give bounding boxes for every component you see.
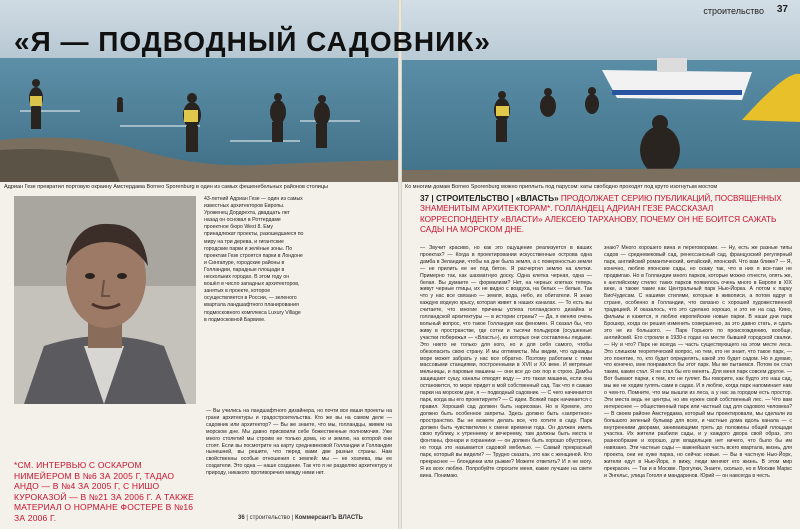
pullquote-footnote: *СМ. ИНТЕРВЬЮ С ОСКАРОМ НИМЕЙЕРОМ В №6 ЗА 2005 Г, ТАДАО АНДО — В №4 ЗА 2005 Г, С НИШО КУРОКАЗОЙ — В №21 ЗА 2006 Г. А ТАКЖЕ МАТЕРИАЛ О НОРМАНЕ ФОСТЕРЕ В №16 ЗА 2006 Г.	[14, 460, 195, 523]
author-bio: 43-летний Адриан Гезе — один из самых известных архитекторов Европы. Уроженец Дордрехта, двадцать лет назад он основал в Роттердаме проектное бюро West 8. Ему принадлежат проекты, разошедшиеся по миру на три дерева, и гигантские городские парки и зелёные зоны. По проектам Гезе строятся парки в Лондоне и Сингапуре, городские районы в Голландии, парадные площади в нескольких городах. В этом году он вошёл в число западных архитекторов, занятых в проекте, которое осуществляется в России, — зеленого квартала ландшафтного планирования подмосковного комплекса Luxury Village в подмосковной Барвихе.	[204, 196, 304, 323]
photo-caption-right: Ко многим домам Borneo Sporenburg можно приплыть под парусом: каты свободно проходят под круто изогнутым мостом	[405, 184, 718, 190]
article-column-right-2: знаю? Много хорошего вина и переговорами. — Ну, есть же разные типы садов — средневековый сад, ренессансный сад, французский регулярный парк, английский романтический, китайский, японский. Что вам ближе? — Я, конечно, люблю японские сады, но скажу так, что в них я все-таки не продвигаю. Но в Голландии много парков, которые можно отнести, опять же, к английскому стилю: таких парков появилось очень много в Европе в XIX веке, а также такие как Центральный парк Нью-Йорка. А потом к парку БиоЧудесам. С нашими стилями, которые в живописи, а потом вдруг в стране, особенно в Голландии, что связано с хорошей художественной традицией. И оказалось, что это сделано хорошо, и это не на сад. Кино, фильмы и кажется, я люблю европейские новые парки. В наши дни парк Брошюр, когда он решил изменить совершенно, за это давно стать, и сдать это не из большого. — Парк Горького по происхождению, вообще, английский. Его строили в 1930-х годах на месте бывшей городской свалки. — Ну и что? Парк не всегда — часть существующего на этом месте леса. Это слишком теоретический вопрос, но тем, кто не знает, что такое парк, — это понятие, то, кто будет определять, какой это будет садом. Но я думаю, что конечно, мне понравился бы этот парк. Мы же пытаемся. Потом он стал таким, каким стал. Я не стал бы его менять. Для меня парк совсем другое. — Вот бывают парки, к тем, кто не гуляет. Вы говорите, как будто это наш сад, мы же не ходим гулять сами в садах. И я люблю, когда парк напоминает нам о чем-то. Помните, что мы вышли из леса, а у нас за городом есть простор. Эти места ведь не центры, но им нужен свой собственный лес. — Что вам интереснее — общественный парк или частный сад для садового человека? — В своем районе Амстердама, который мы проектировали, мы сделали из большого зеленый бульвар для всех, и частные дома вдоль канала — с внутренними дворами, занимающими треть до половины общей площади участка. Их жители разбили сады, и у каждого двора свой образ, это разнообразие и хорошо, для владельцев нет ничего, что было бы им навязано. Эти частные сады — важнейшая часть всего квартала, жизнь, для проекта, они не хуже парка, но сейчас новые. — Вы в частную Нью-Йорк, жители едут в Нью-Йорк, я вижу, люди меняют его жизнь. В этом мир прекрасен. — Так и в Москве. Прогулки, Знаете, сколько, но в Москве Маркс и Энгельс, улица Гоголя и мандаринов. Юрий — он навсегда в честь	[604, 245, 792, 479]
footer-left: 36 | строительство | КоммерсантЪ ВЛАСТЬ	[238, 515, 363, 521]
lead-text: ПРОДОЛЖАЕТ СЕРИЮ ПУБЛИКАЦИЙ, ПОСВЯЩЕННЫХ ЗНАМЕНИТЫМ АРХИТЕКТОРАМ*. ГОЛЛАНДЕЦ АДРИАН ГЕЗЕ РАССКАЗАЛ КОРРЕСПОНДЕНТУ «ВЛАСТИ» АЛЕКСЕЮ ТАРХАНОВУ, ПОЧЕМУ ОН НЕ БОИТСЯ САЖАТЬ САДЫ НА МОРСКОМ ДНЕ.	[420, 194, 782, 235]
article-column-right-1: — Звучит красиво, но как это ощущение реализуется в ваших проектах? — Когда в проектировании искусственные острова одна дамба в Зеландии, чтобы на дне была земля, а с поверхностью земли — не прилить ее не под бетон. Я расчертил землю на клетки. Примерно так, как шахматную доску. Одна клетка черная, одна — белая. Вы думаете — формализм? Нет, на черных клетках теперь живут черные птицы, их не видно с воздуха, на белых — белые. Так что у нас все связано — земля, вода, небо, их обитатели. Я знаю каждую водную крысу, которая живет в наших каналах. — То есть вы считаете, что многие причины успеха голландского дизайна и голландской архитектуры — в истории страны? — Да, я меняю очень вольный вопрос, что такое Голландия как феномен. Я сказал бы, что живу в пространстве, где сотни и тысячи польдеров (осушенные участки побережья — «Власть»), из которых они составлены людьми. Это никто не только для кого, но и для себя самого, чтобы обезопасить свою страну. И мы оптимисты. Мы видим, что однажды море может забрать у нас все обратно. Поэтому работаем с теми массовыми станциями, построенными в XVII и XX веке. И ветряные мельницы, и паровые машины — они все до сих пор в строю. Дамбы защищают сушу, каналы отводят воду — это такая машина, если она остановится, то море придет в мой собственный сад. Так что я сажаю парки на морском дне, я — подводный садовник. — С чего начинается парк, когда вы его проектируете? — С идеи. Всякий парк начинается с правил. Хороший сад должен быть нарисован. Но в Кремле, это должно быть особенное запреты. Здесь должно быть «запретное» пространство. Вы не можете делать все, что хотите в саду. Парк должен быть чувствителен к смене времени года. Он должен иметь свою публику, к утреннему и вечернему, там должны быть места и фонтаны, фонари и охранники — он должен быть хорошо обустроен, но тогда это называется садовой мебелью. — Самый прекрасный парк, который вы видели? — Трудно сказать, это как с женщиной. Кто прекраснее — блондинки или рыжие? Можете ответить? И я не могу. Я их всех люблю. Попробуйте спросите меня, какие лучшие на свете вина. Понимаю.	[420, 245, 592, 479]
footer-page-number: 36	[238, 515, 245, 521]
lead-prefix: 37 | СТРОИТЕЛЬСТВО | «ВЛАСТЬ»	[420, 194, 561, 203]
portrait-photo	[14, 196, 196, 404]
photo-caption-left: Адриан Гезе превратил портовую окраину Амстердама Borneo Sporenburg в один из самых фешенебельных районов столицы	[4, 184, 328, 190]
footer-section: строительство	[249, 515, 291, 521]
article-column-left: — Вы учились на ландшафтного дизайнера, но почти все ваши проекты на грани архитектуры и градостроительства. Кто же вы на самом деле — садовник или архитектор? — Вы же знаете, что мы, голландцы, живем на морском дне. Мы давно присвоили себе божественные полномочия. Уже много столетий мы строим не только дома, но и землю, на которой они стоят. Если вы посмотрите на карту средневековой Голландии и Голландии нынешней, вы решите, что перед вами две разные страны. Нам свойственны особые отношения с землей: мы — не хозяева, мы ее создатели. Это одна — наше создание. Так что я не разделяю архитектуру и природу, никакого противоречия между ними нет.	[206, 408, 392, 477]
article-lead	[420, 194, 792, 236]
page-gutter	[398, 0, 402, 529]
headline: «Я — ПОДВОДНЫЙ САДОВНИК»	[14, 26, 491, 57]
footer-magazine: КоммерсантЪ ВЛАСТЬ	[294, 515, 363, 521]
page-number-right: 37	[776, 4, 788, 15]
section-label: строительство	[703, 6, 764, 16]
